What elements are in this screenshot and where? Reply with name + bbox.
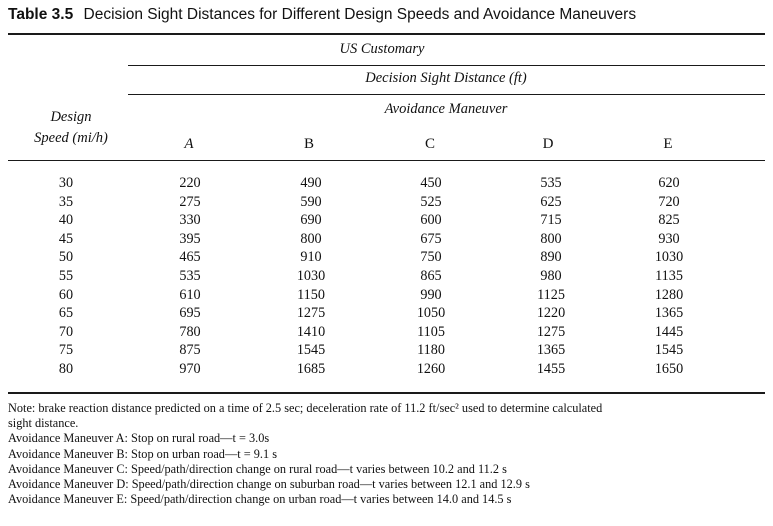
- distance-cell: 1365: [536, 342, 566, 359]
- distance-cell: 1220: [536, 305, 566, 322]
- maneuver-group-header: Avoidance Maneuver: [384, 101, 508, 117]
- speed-cell: 40: [58, 212, 74, 229]
- speed-cell: 65: [58, 305, 74, 322]
- table-title: [8, 6, 636, 24]
- distance-cell: 1050: [416, 305, 446, 322]
- distance-cell: 1685: [296, 360, 326, 377]
- speed-cell: 60: [58, 286, 74, 303]
- distance-cell: 1030: [296, 267, 326, 284]
- maneuver-c-column: [396, 174, 466, 379]
- maneuver-a-note: Avoidance Maneuver A: Stop on rural road—t = 3.0s: [8, 431, 270, 446]
- distance-cell: 970: [179, 360, 201, 377]
- top-rule: [8, 33, 765, 35]
- units-rule: [128, 65, 765, 66]
- distance-cell: 800: [540, 230, 562, 247]
- speed-cell: 55: [58, 267, 74, 284]
- distance-cell: 875: [179, 342, 201, 359]
- speed-cell: 50: [58, 249, 74, 266]
- column-header-a: A: [184, 136, 194, 152]
- distance-cell: 525: [420, 193, 442, 210]
- note-line-1: Note: brake reaction distance predicted on a time of 2.5 sec; deceleration rate of 11.2 ft/sec² used to determine calculated: [8, 401, 603, 415]
- maneuver-e-column: [634, 174, 704, 379]
- distance-cell: 610: [179, 286, 201, 303]
- distance-cell: 330: [179, 212, 201, 229]
- design-speed-header-line1: Design: [50, 109, 92, 125]
- distance-cell: 450: [420, 175, 442, 191]
- distance-cell: 1410: [296, 323, 326, 340]
- maneuver-e-note: Avoidance Maneuver E: Speed/path/direction change on urban road—t varies between 14.0 and 14.5 s: [8, 492, 512, 507]
- distance-cell: 220: [179, 175, 201, 191]
- distance-cell: 825: [658, 212, 680, 229]
- distance-cell: 1150: [297, 286, 325, 303]
- distance-cell: 910: [300, 249, 322, 266]
- distance-cell: 275: [179, 193, 201, 210]
- distance-cell: 930: [658, 230, 680, 247]
- distance-cell: 465: [179, 249, 201, 266]
- distance-cell: 715: [540, 212, 562, 229]
- distance-cell: 625: [540, 193, 562, 210]
- column-header-e: E: [663, 136, 673, 152]
- distance-cell: 620: [658, 175, 680, 191]
- distance-cell: 1125: [537, 286, 565, 303]
- design-speed-header: [22, 107, 120, 149]
- speed-cell: 80: [58, 360, 74, 377]
- distance-cell: 1545: [296, 342, 326, 359]
- maneuver-d-note: Avoidance Maneuver D: Speed/path/direction change on suburban road—t varies between 12.1 and 12.9 s: [8, 477, 530, 492]
- speed-cell: 70: [58, 323, 74, 340]
- unit-system-header: US Customary: [339, 41, 425, 57]
- maneuver-b-column: [276, 174, 346, 379]
- distance-cell: 600: [420, 212, 442, 229]
- table-number: Table 3.5: [8, 6, 74, 23]
- distance-cell: 1030: [654, 249, 684, 266]
- distance-cell: 590: [300, 193, 322, 210]
- maneuver-c-note: Avoidance Maneuver C: Speed/path/direction change on rural road—t varies between 10.2 and 11.2 s: [8, 461, 507, 476]
- speed-cell: 35: [58, 193, 74, 210]
- distance-cell: 990: [420, 286, 442, 303]
- distance-cell: 695: [179, 305, 201, 322]
- distance-cell: 690: [300, 212, 322, 229]
- distance-cell: 1105: [417, 323, 445, 340]
- distance-cell: 750: [420, 249, 442, 266]
- distance-cell: 800: [300, 230, 322, 247]
- speed-cell: 45: [58, 230, 74, 247]
- speed-column: [31, 174, 101, 379]
- distance-cell: 1260: [416, 360, 446, 377]
- distance-cell: 675: [420, 230, 442, 247]
- column-header-b: B: [303, 136, 315, 152]
- table-notes: [8, 401, 768, 507]
- distance-cell: 1650: [654, 360, 684, 377]
- distance-cell: 1365: [654, 305, 684, 322]
- distance-cell: 1275: [536, 323, 566, 340]
- bottom-rule: [8, 392, 765, 394]
- design-speed-header-line2: Speed (mi/h): [34, 130, 108, 146]
- header-rule: [8, 160, 765, 161]
- distance-cell: 395: [179, 230, 201, 247]
- maneuver-d-column: [516, 174, 586, 379]
- note-line-2: sight distance.: [8, 416, 79, 431]
- distance-cell: 1135: [655, 267, 683, 284]
- distance-cell: 535: [540, 175, 562, 191]
- distance-cell: 1455: [536, 360, 566, 377]
- distance-cell: 490: [300, 175, 322, 191]
- distance-cell: 865: [420, 267, 442, 284]
- distance-cell: 1275: [296, 305, 326, 322]
- measure-rule: [128, 94, 765, 95]
- distance-cell: 890: [540, 249, 562, 266]
- distance-cell: 1445: [654, 323, 684, 340]
- distance-cell: 1545: [654, 342, 684, 359]
- column-header-c: C: [424, 136, 436, 152]
- distance-cell: 980: [540, 267, 562, 284]
- distance-cell: 1180: [417, 342, 445, 359]
- measure-header: Decision Sight Distance (ft): [365, 70, 527, 86]
- distance-cell: 535: [179, 267, 201, 284]
- speed-cell: 75: [58, 342, 74, 359]
- distance-cell: 1280: [654, 286, 684, 303]
- column-header-d: D: [542, 136, 554, 152]
- distance-cell: 720: [658, 193, 680, 210]
- table-caption: Decision Sight Distances for Different Design Speeds and Avoidance Maneuvers: [83, 6, 637, 23]
- maneuver-a-column: [155, 174, 225, 379]
- speed-cell: 30: [58, 175, 74, 191]
- maneuver-b-note: Avoidance Maneuver B: Stop on urban road—t = 9.1 s: [8, 446, 277, 461]
- distance-cell: 780: [179, 323, 201, 340]
